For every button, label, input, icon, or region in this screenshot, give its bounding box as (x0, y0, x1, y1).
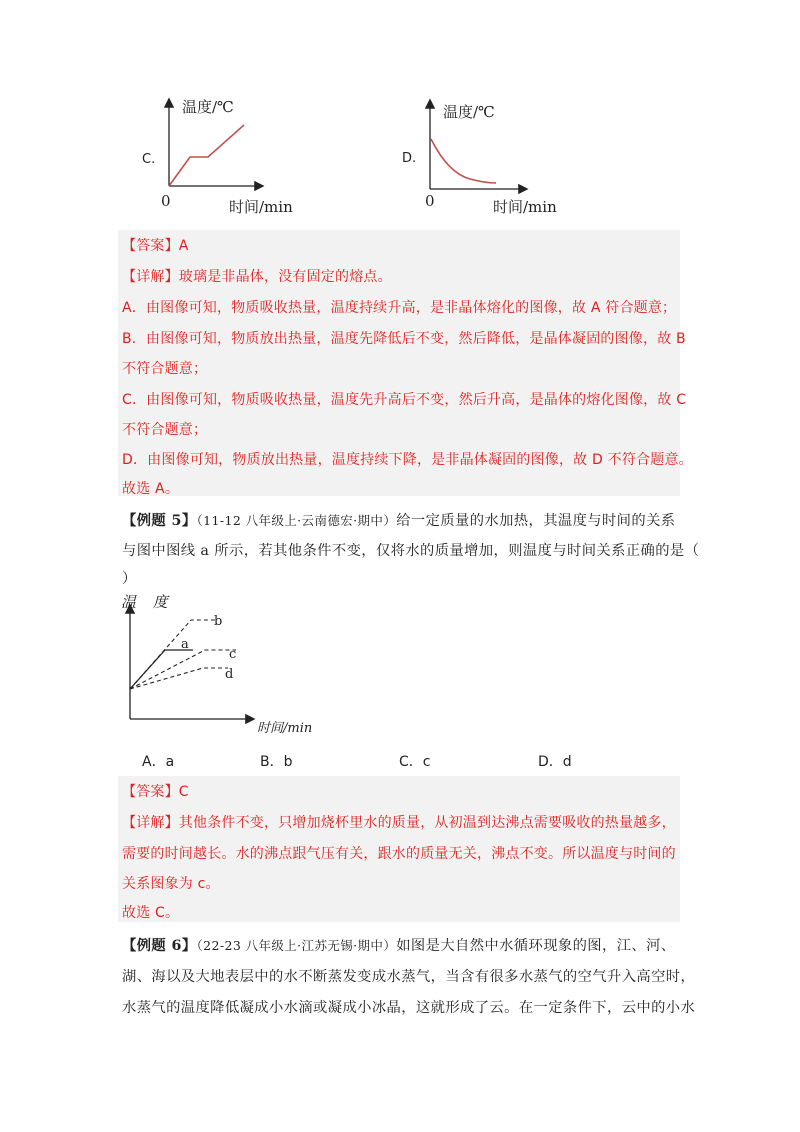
answer-1-label: 【答案】A (122, 238, 189, 254)
example-6-line-2: 湖、海以及大地表层中的水不断蒸发变成水蒸气，当含有很多水蒸气的空气升入高空时， (122, 969, 696, 985)
option-c: C．c (399, 754, 431, 770)
example-5-x-label: 时间/min (257, 721, 313, 736)
answer-1-line: D．由图像可知，物质放出热量，温度持续下降，是非晶体凝固的图像，故 D 不符合题意。 (122, 452, 693, 468)
example-6-text: 如图是大自然中水循环现象的图，江、河、 (396, 938, 676, 954)
example-5-line-3: ） (122, 571, 137, 587)
graph-c-y-label: 温度/℃ (182, 98, 234, 116)
label-a: a (181, 637, 189, 652)
example-5-text: 给一定质量的水加热，其温度与时间的关系 (396, 513, 676, 529)
answer-2-label: 【答案】C (122, 784, 189, 800)
example-5-line-1 (122, 510, 675, 530)
answer-1-line: 故选 A。 (122, 481, 180, 497)
temperature-curve (431, 139, 496, 183)
graph-d-x-label: 时间/min (493, 198, 557, 216)
answer-2-line: 【详解】其他条件不变，只增加烧杯里水的质量，从初温到达沸点需要吸收的热量越多， (122, 815, 676, 831)
answer-1-line: 不符合题意； (122, 361, 208, 377)
line-c (130, 650, 236, 689)
line-d (130, 668, 228, 689)
graph-c-option-label: C. (142, 152, 156, 167)
graph-d-y-label: 温度/℃ (443, 103, 495, 121)
example-6-line-1 (122, 935, 675, 955)
answer-1-line: C．由图像可知，物质吸收热量，温度先升高后不变，然后升高，是晶体的熔化图像，故 C (122, 392, 687, 408)
example-6-title: 【例题 6】 (122, 938, 197, 954)
graph-c-origin: 0 (161, 192, 171, 210)
graph-d-origin: 0 (425, 192, 435, 210)
graph-d-option-label: D. (402, 151, 417, 166)
option-b: B．b (260, 754, 293, 770)
line-a (130, 650, 193, 689)
graph-c-x-label: 时间/min (229, 198, 293, 216)
example-5-line-2: 与图中图线 a 所示，若其他条件不变，仅将水的质量增加，则温度与时间关系正确的是（ (122, 543, 700, 559)
example-5-y-label: 温 度 (121, 593, 174, 611)
example-5-source: （11-12 八年级上·云南德宏·期中） (196, 513, 397, 528)
option-d: D．d (538, 754, 572, 770)
answer-2-line: 需要的时间越长。水的沸点跟气压有关，跟水的质量无关，沸点不变。所以温度与时间的 (122, 846, 676, 862)
answer-2-line: 关系图象为 c。 (122, 876, 220, 892)
answer-1-line: A．由图像可知，物质吸收热量，温度持续升高，是非晶体熔化的图像，故 A 符合题意； (122, 300, 677, 316)
answer-1-line: B．由图像可知，物质放出热量，温度先降低后不变，然后降低，是晶体凝固的图像，故 B (122, 331, 686, 347)
label-c: c (229, 647, 237, 662)
temperature-curve (169, 125, 244, 186)
answer-2-line: 故选 C。 (122, 905, 180, 921)
example-5-title: 【例题 5】 (122, 513, 197, 529)
line-b (130, 620, 218, 689)
label-d: d (225, 667, 234, 682)
option-a: A．a (142, 754, 175, 770)
example-6-line-3: 水蒸气的温度降低凝成小水滴或凝成小冰晶，这就形成了云。在一定条件下，云中的小水 (122, 1000, 696, 1016)
answer-1-line: 不符合题意； (122, 422, 208, 438)
example-6-source: （22-23 八年级上·江苏无锡·期中） (196, 938, 397, 953)
answer-1-line: 【详解】玻璃是非晶体，没有固定的熔点。 (122, 269, 392, 285)
label-b: b (214, 614, 223, 629)
